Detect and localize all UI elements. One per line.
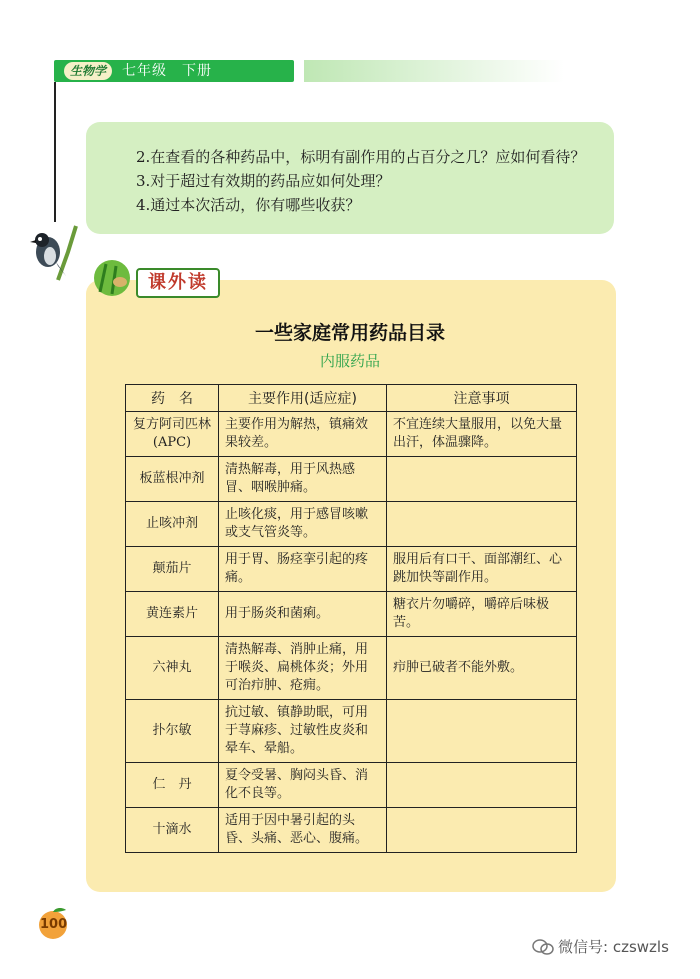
- table-row: [126, 502, 577, 547]
- medicine-use: 夏令受暑、胸闷头昏、消化不良等。: [219, 763, 387, 808]
- medicine-use: 清热解毒、消肿止痛，用于喉炎、扁桃体炎；外用可治疖肿、疮痈。: [219, 637, 387, 700]
- medicine-use: 止咳化痰，用于感冒咳嗽或支气管炎等。: [219, 502, 387, 547]
- medicine-note: 疖肿已破者不能外敷。: [387, 637, 577, 700]
- medicine-note: 糖衣片勿嚼碎，嚼碎后味极苦。: [387, 592, 577, 637]
- medicine-name: 仁 丹: [126, 763, 219, 808]
- column-header-use: 主要作用(适应症): [219, 385, 387, 412]
- medicine-name: 颠茄片: [126, 547, 219, 592]
- medicine-use: 用于胃、肠痉挛引起的疼痛。: [219, 547, 387, 592]
- medicine-note: [387, 808, 577, 853]
- medicine-note: 不宜连续大量服用，以免大量出汗，体温骤降。: [387, 412, 577, 457]
- grade-label: 七年级 下册: [122, 63, 212, 79]
- bamboo-icon: [86, 258, 138, 298]
- table-row: [126, 412, 577, 457]
- medicine-note: 服用后有口干、面部潮红、心跳加快等副作用。: [387, 547, 577, 592]
- table-row: [126, 592, 577, 637]
- subject-badge: 生物学: [64, 62, 112, 80]
- medicine-name: 扑尔敏: [126, 700, 219, 763]
- table-row: [126, 700, 577, 763]
- table-header-row: [126, 385, 577, 412]
- document-subtitle: 内服药品: [319, 352, 380, 370]
- table-row: [126, 547, 577, 592]
- table-row: [126, 457, 577, 502]
- medicine-table: [125, 384, 577, 853]
- medicine-name: 十滴水: [126, 808, 219, 853]
- medicine-use: 清热解毒，用于风热感冒、咽喉肿痛。: [219, 457, 387, 502]
- question-4: 4.通过本次活动，你有哪些收获？: [136, 196, 361, 214]
- header-fade: [304, 60, 564, 82]
- table-row: [126, 808, 577, 853]
- table-row: [126, 637, 577, 700]
- bird-illustration: [28, 222, 82, 284]
- question-3: 3.对于超过有效期的药品应如何处理？: [136, 172, 391, 190]
- wechat-icon: [532, 938, 554, 956]
- medicine-use: 主要作用为解热，镇痛效果较差。: [219, 412, 387, 457]
- medicine-name: 板蓝根冲剂: [126, 457, 219, 502]
- medicine-note: [387, 763, 577, 808]
- column-header-note: 注意事项: [387, 385, 577, 412]
- medicine-use: 抗过敏、镇静助眠，可用于荨麻疹、过敏性皮炎和晕车、晕船。: [219, 700, 387, 763]
- document-title: 一些家庭常用药品目录: [254, 322, 445, 344]
- medicine-note: [387, 502, 577, 547]
- wechat-watermark: 微信号: czswzls: [558, 938, 669, 956]
- medicine-name: 止咳冲剂: [126, 502, 219, 547]
- medicine-name: 黄连素片: [126, 592, 219, 637]
- medicine-note: [387, 700, 577, 763]
- medicine-name: 复方阿司匹林(APC): [126, 412, 219, 457]
- column-header-name: 药 名: [126, 385, 219, 412]
- section-label: 课外读: [136, 268, 220, 298]
- question-2: 2.在查看的各种药品中，标明有副作用的占百分之几？应如何看待？: [136, 148, 586, 166]
- margin-line: [54, 82, 56, 222]
- table-row: [126, 763, 577, 808]
- medicine-note: [387, 457, 577, 502]
- medicine-use: 用于肠炎和菌痢。: [219, 592, 387, 637]
- page-number: 100: [40, 917, 68, 932]
- medicine-name: 六神丸: [126, 637, 219, 700]
- medicine-use: 适用于因中暑引起的头昏、头痛、恶心、腹痛。: [219, 808, 387, 853]
